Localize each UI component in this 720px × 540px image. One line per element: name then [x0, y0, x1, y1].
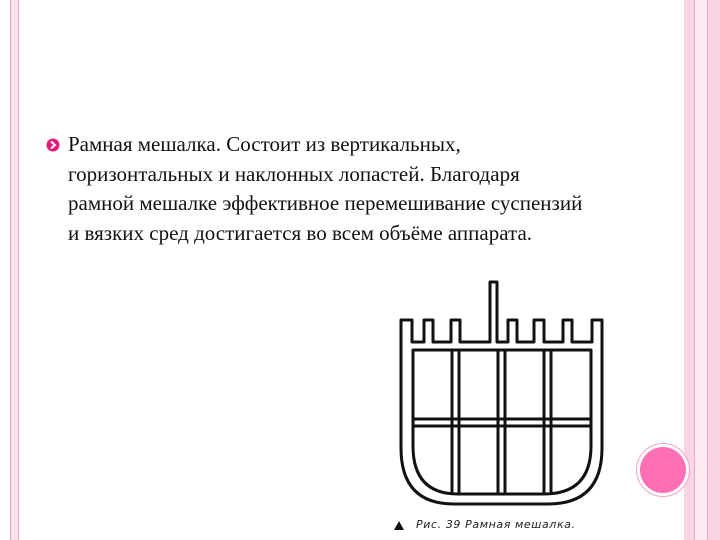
figure-caption: Рис. 39 Рамная мешалка.	[416, 518, 576, 531]
stirrer-outline	[401, 282, 602, 504]
caption-triangle-icon	[394, 521, 404, 530]
slide-content	[46, 130, 606, 248]
left-frame-stripe	[10, 0, 19, 540]
frame-stirrer-figure	[380, 278, 620, 540]
bullet-item	[46, 130, 606, 248]
right-frame-stripe	[694, 0, 708, 540]
circled-arrow-icon	[46, 138, 60, 152]
decorative-circle	[640, 447, 686, 493]
bullet-text: Рамная мешалка. Состоит из вертикальных, горизонтальных и наклонных лопастей. Благодаря рамной мешалке эффективное перемешивание суспензий и вязких сред достигается во всем объёме аппарата.	[68, 132, 583, 245]
